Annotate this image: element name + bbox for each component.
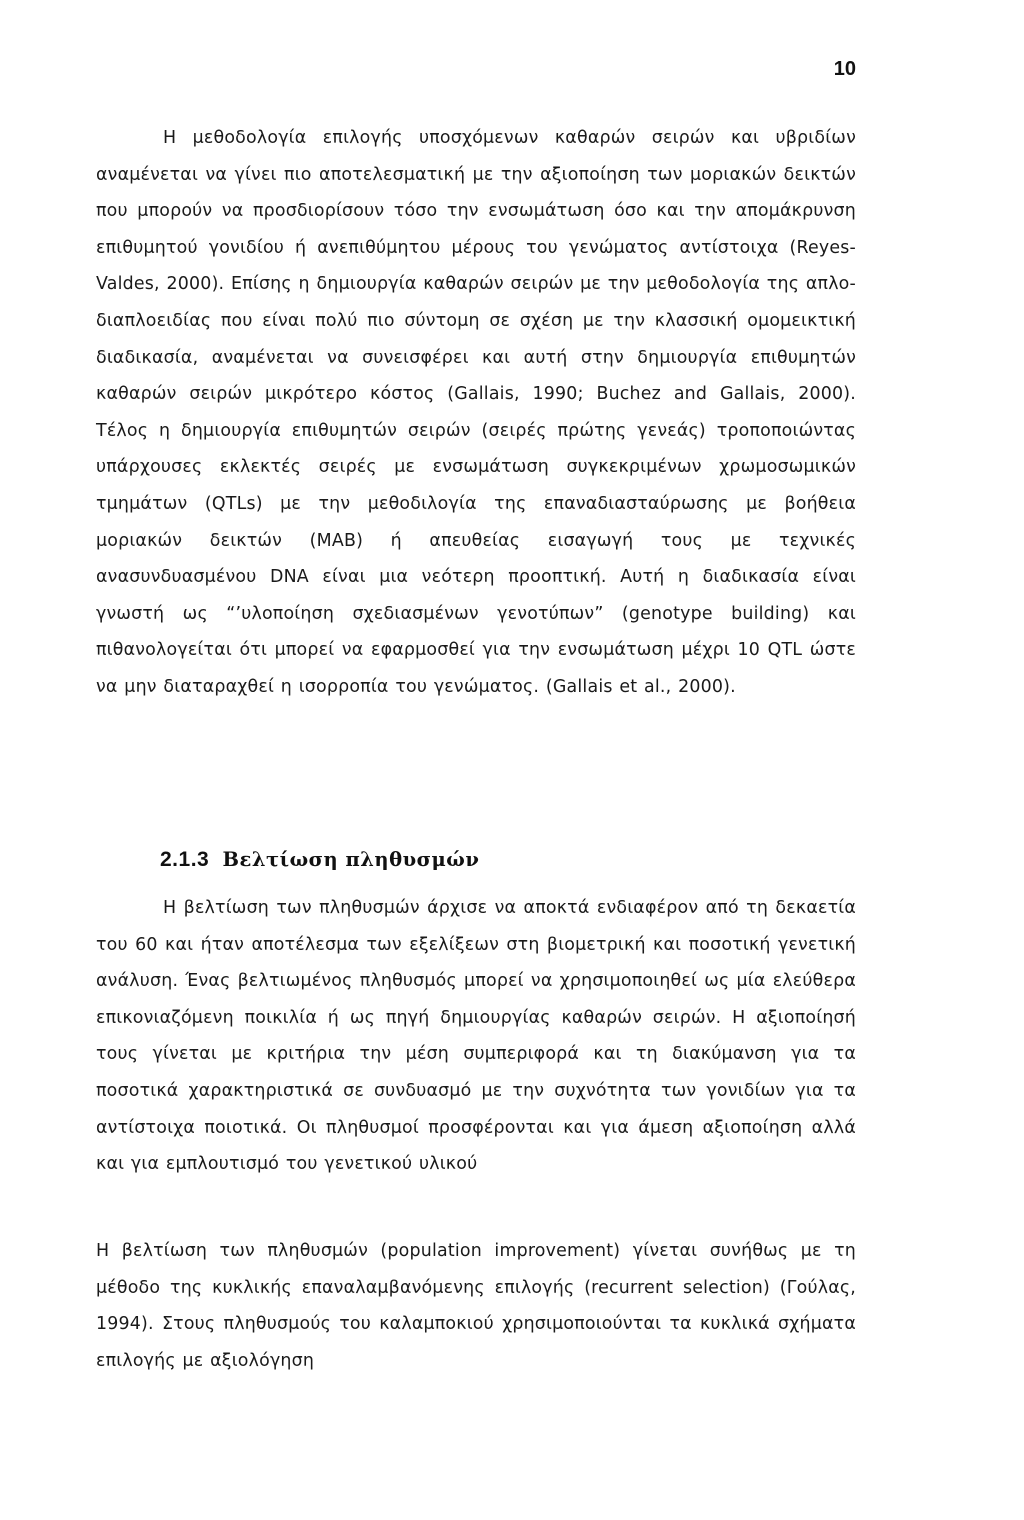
body-paragraph-3: Η βελτίωση των πληθυσμών (population improvement) γίνεται συνήθως με τη μέθοδο της κυκλικής επαναλαμβανόμενης επιλογής (recurrent selection) (Γούλας, 1994). Στους πληθυσμούς του καλαμποκιού χρησιμοποιούνται τα κυκλικά σχήματα επιλογής με αξιολόγηση	[96, 1241, 856, 1371]
body-paragraph-2: Η βελτίωση των πληθυσμών άρχισε να αποκτά ενδιαφέρον από τη δεκαετία του 60 και ήταν αποτέλεσμα των εξελίξεων στη βιομετρική και ποσοτική γενετική ανάλυση. Ένας βελτιωμένος πληθυσμός μπορεί να χρησιμοποιηθεί ως μία ελεύθερα επικονιαζόμενη ποικιλία ή ως πηγή δημιουργίας καθαρών σειρών. Η αξιοποίησή τους γίνεται με κριτήρια την μέση συμπεριφορά και τη διακύμανση για τα ποσοτικά χαρακτηριστικά σε συνδυασμό με την συχνότητα των γονιδίων για τα αντίστοιχα ποιοτικά. Οι πληθυσμοί προσφέρονται και για άμεση αξιοποίηση αλλά και για εμπλουτισμό του γενετικού υλικού	[96, 898, 856, 1175]
body-paragraph-1: Η μεθοδολογία επιλογής υποσχόμενων καθαρών σειρών και υβριδίων αναμένεται να γίνει πιο αποτελεσματική με την αξιοποίηση των μοριακών δεικτών που μπορούν να προσδιορίσουν τόσο την ενσωμάτωση όσο και την απομάκρυνση επιθυμητού γονιδίου ή ανεπιθύμητου μέρους του γενώματος αντίστοιχα (Reyes-Valdes, 2000). Επίσης η δημιουργία καθαρών σειρών με την μεθοδολογία της απλο-διαπλοειδίας που είναι πολύ πιο σύντομη σε σχέση με την κλασσική ομομεικτική διαδικασία, αναμένεται να συνεισφέρει και αυτή στην δημιουργία επιθυμητών καθαρών σειρών μικρότερο κόστος (Gallais, 1990; Buchez and Gallais, 2000). Τέλος η δημιουργία επιθυμητών σειρών (σειρές πρώτης γενεάς) τροποποιώντας υπάρχουσες εκλεκτές σειρές με ενσωμάτωση συγκεκριμένων χρωμοσωμικών τμημάτων (QTLs) με την μεθοδιλογία της επαναδιασταύρωσης με βοήθεια μοριακών δεικτών (MAB) ή απευθείας εισαγωγή τους με τεχνικές ανασυνδυασμένου DNA είναι μια νεότερη προοπτική. Αυτή η διαδικασία είναι γνωστή ως “’υλοποίηση σχεδιασμένων γενοτύπων” (genotype building) και πιθανολογείται ότι μπορεί να εφαρμοσθεί για την ενσωμάτωση μέχρι 10 QTL ώστε να μην διαταραχθεί η ισορροπία του γενώματος. (Gallais et al., 2000).	[96, 128, 856, 697]
section-number: 2.1.3	[160, 848, 210, 871]
section-heading	[160, 848, 479, 872]
section-title: Βελτίωση πληθυσμών	[222, 848, 480, 871]
page-number: 10	[833, 58, 856, 80]
